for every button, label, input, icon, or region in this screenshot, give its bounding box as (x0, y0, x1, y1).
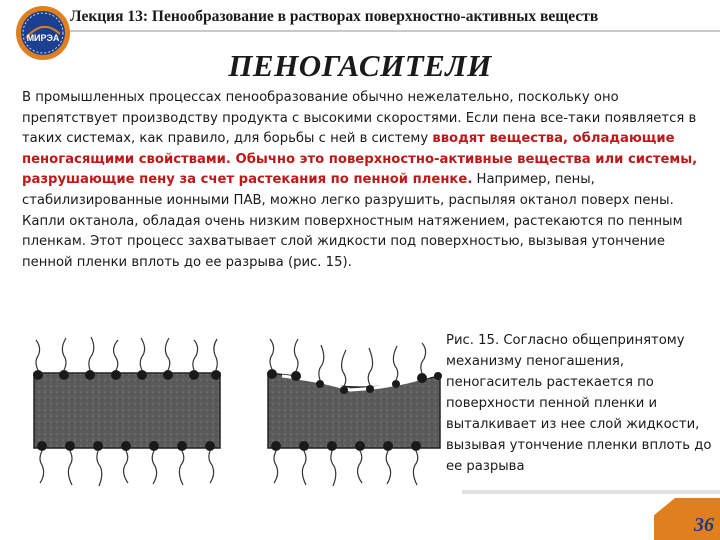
body-text-part2: Например, пены, стабилизированные ионными ПАВ, можно легко разрушить, распыляя октанол поверх пены. Капли октанола, обладая очень низким поверхностным натяжением, растекаются по пенным пленкам. Этот процесс захватывает слой жидкости под поверхностью, вызывая утончение пенной пленки вплоть до ее разрыва (рис. 15). (22, 172, 683, 270)
body-text-part1: В промышленных процессах пенообразование обычно нежелательно, поскольку оно препятствует производству продукта с высокими скоростями. Если пена все-таки появляется в таких системах, как правило, для борьбы с ней в систему (22, 90, 697, 147)
body-highlight: вводят вещества, обладающие пеногасящими свойствами. Обычно это поверхностно-активные вещества или системы, разрушающие пену за счет растекания по пенной пленке. (22, 131, 698, 188)
foam-film-figure (20, 318, 445, 523)
film-diagram-right (267, 339, 442, 486)
film-diagram-left (33, 337, 221, 486)
bottom-divider (462, 490, 720, 494)
body-paragraph (22, 88, 716, 273)
figure-caption: Рис. 15. Согласно общепринятому механизму пеногашения, пеногаситель растекается по поверхности пенной пленки и выталкивает из нее слой жидкости, вызывая утончение пленки вплоть до ее разрыва (446, 333, 712, 474)
page-number: 36 (694, 514, 714, 536)
header-divider (70, 30, 720, 32)
lecture-title: Лекция 13: Пенообразование в растворах поверхностно-активных веществ (70, 8, 599, 25)
slide-title: ПЕНОГАСИТЕЛИ (228, 48, 492, 83)
logo-text: МИРЭА (26, 33, 60, 43)
